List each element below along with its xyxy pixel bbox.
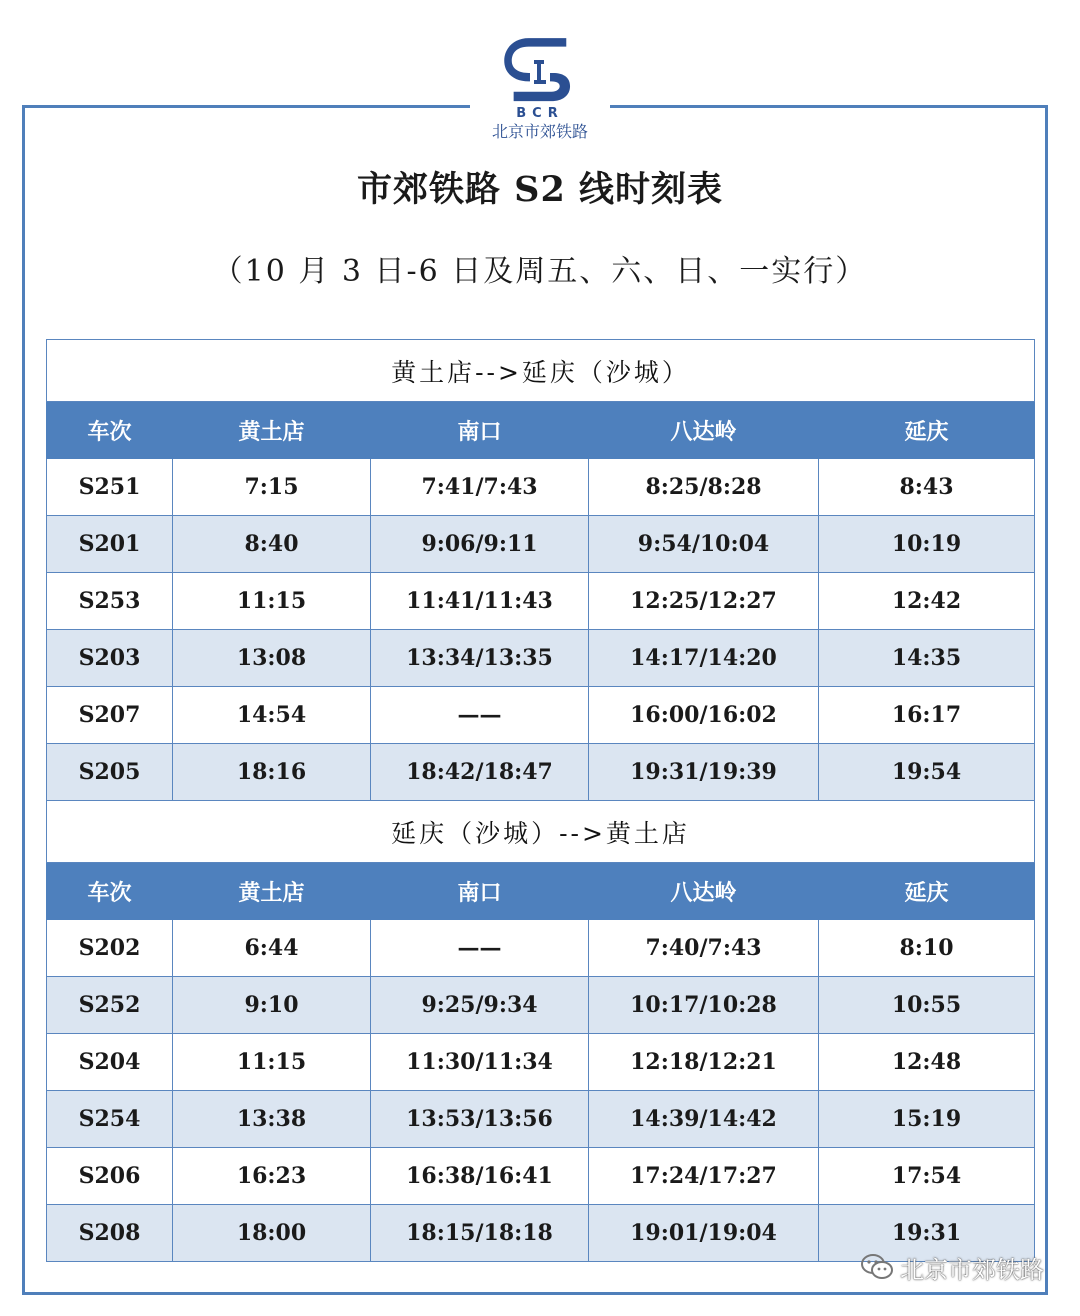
cell-train-number: S207 (47, 687, 173, 744)
cell-train-number: S252 (47, 977, 173, 1034)
cell-yanqing: 15:19 (819, 1091, 1035, 1148)
column-header-row (47, 863, 1035, 920)
cell-huangtudian: 11:15 (173, 1034, 371, 1091)
cell-train-number: S253 (47, 573, 173, 630)
cell-yanqing: 8:43 (819, 459, 1035, 516)
cell-badaling: 8:25/8:28 (589, 459, 819, 516)
cell-huangtudian: 13:08 (173, 630, 371, 687)
cell-yanqing: 17:54 (819, 1148, 1035, 1205)
cell-yanqing: 19:31 (819, 1205, 1035, 1262)
watermark-text: 北京市郊铁路 (900, 1255, 1044, 1284)
table-row (47, 630, 1035, 687)
column-header-badaling: 八达岭 (589, 863, 819, 920)
cell-train-number: S251 (47, 459, 173, 516)
cell-huangtudian: 7:15 (173, 459, 371, 516)
bcr-logo (470, 38, 610, 148)
cell-huangtudian: 14:54 (173, 687, 371, 744)
cell-huangtudian: 8:40 (173, 516, 371, 573)
cell-badaling: 19:01/19:04 (589, 1205, 819, 1262)
cell-train-number: S205 (47, 744, 173, 801)
bcr-logo-icon (504, 38, 576, 106)
cell-nankou: 7:41/7:43 (371, 459, 589, 516)
table-row (47, 573, 1035, 630)
table-row (47, 516, 1035, 573)
wechat-icon (860, 1253, 894, 1281)
cell-nankou: 13:34/13:35 (371, 630, 589, 687)
cell-yanqing: 14:35 (819, 630, 1035, 687)
cell-badaling: 17:24/17:27 (589, 1148, 819, 1205)
cell-badaling: 14:39/14:42 (589, 1091, 819, 1148)
cell-badaling: 10:17/10:28 (589, 977, 819, 1034)
table-row (47, 920, 1035, 977)
table-row (47, 1091, 1035, 1148)
cell-huangtudian: 18:16 (173, 744, 371, 801)
column-header-yanqing: 延庆 (819, 863, 1035, 920)
cell-yanqing: 10:19 (819, 516, 1035, 573)
cell-huangtudian: 9:10 (173, 977, 371, 1034)
cell-huangtudian: 13:38 (173, 1091, 371, 1148)
column-header-huangtudian: 黄土店 (173, 402, 371, 459)
cell-train-number: S202 (47, 920, 173, 977)
table-row (47, 459, 1035, 516)
cell-nankou: —— (371, 687, 589, 744)
cell-huangtudian: 16:23 (173, 1148, 371, 1205)
page-subtitle: （10 月 3 日-6 日及周五、六、日、一实行） (212, 254, 868, 289)
cell-nankou: 13:53/13:56 (371, 1091, 589, 1148)
direction-row (47, 340, 1035, 402)
column-header-train-number: 车次 (47, 402, 173, 459)
column-header-nankou: 南口 (371, 402, 589, 459)
cell-yanqing: 8:10 (819, 920, 1035, 977)
cell-nankou: 18:15/18:18 (371, 1205, 589, 1262)
table-row (47, 1034, 1035, 1091)
column-header-badaling: 八达岭 (589, 402, 819, 459)
logo-org-name: 北京市郊铁路 (491, 122, 588, 141)
timetable (46, 339, 1035, 1262)
cell-badaling: 19:31/19:39 (589, 744, 819, 801)
cell-train-number: S201 (47, 516, 173, 573)
cell-badaling: 16:00/16:02 (589, 687, 819, 744)
cell-yanqing: 16:17 (819, 687, 1035, 744)
column-header-row (47, 402, 1035, 459)
cell-nankou: 9:06/9:11 (371, 516, 589, 573)
cell-train-number: S206 (47, 1148, 173, 1205)
cell-train-number: S203 (47, 630, 173, 687)
cell-badaling: 12:25/12:27 (589, 573, 819, 630)
cell-train-number: S254 (47, 1091, 173, 1148)
table-row (47, 687, 1035, 744)
cell-yanqing: 10:55 (819, 977, 1035, 1034)
cell-nankou: 11:41/11:43 (371, 573, 589, 630)
cell-train-number: S204 (47, 1034, 173, 1091)
column-header-train-number: 车次 (47, 863, 173, 920)
watermark (860, 1252, 1044, 1282)
cell-nankou: 16:38/16:41 (371, 1148, 589, 1205)
cell-train-number: S208 (47, 1205, 173, 1262)
timetable-body (47, 340, 1035, 1262)
page-title: 市郊铁路 S2 线时刻表 (357, 169, 723, 210)
direction-label: 延庆（沙城）-->黄土店 (47, 801, 1035, 863)
column-header-nankou: 南口 (371, 863, 589, 920)
cell-nankou: 18:42/18:47 (371, 744, 589, 801)
table-row (47, 1148, 1035, 1205)
cell-yanqing: 12:48 (819, 1034, 1035, 1091)
cell-nankou: 11:30/11:34 (371, 1034, 589, 1091)
cell-badaling: 12:18/12:21 (589, 1034, 819, 1091)
cell-badaling: 9:54/10:04 (589, 516, 819, 573)
column-header-yanqing: 延庆 (819, 402, 1035, 459)
cell-huangtudian: 18:00 (173, 1205, 371, 1262)
cell-huangtudian: 11:15 (173, 573, 371, 630)
table-row (47, 744, 1035, 801)
cell-yanqing: 12:42 (819, 573, 1035, 630)
cell-nankou: —— (371, 920, 589, 977)
direction-label: 黄土店-->延庆（沙城） (47, 340, 1035, 402)
cell-badaling: 14:17/14:20 (589, 630, 819, 687)
cell-badaling: 7:40/7:43 (589, 920, 819, 977)
logo-abbr: BCR (516, 106, 564, 121)
cell-huangtudian: 6:44 (173, 920, 371, 977)
direction-row (47, 801, 1035, 863)
cell-nankou: 9:25/9:34 (371, 977, 589, 1034)
table-row (47, 977, 1035, 1034)
cell-yanqing: 19:54 (819, 744, 1035, 801)
column-header-huangtudian: 黄土店 (173, 863, 371, 920)
